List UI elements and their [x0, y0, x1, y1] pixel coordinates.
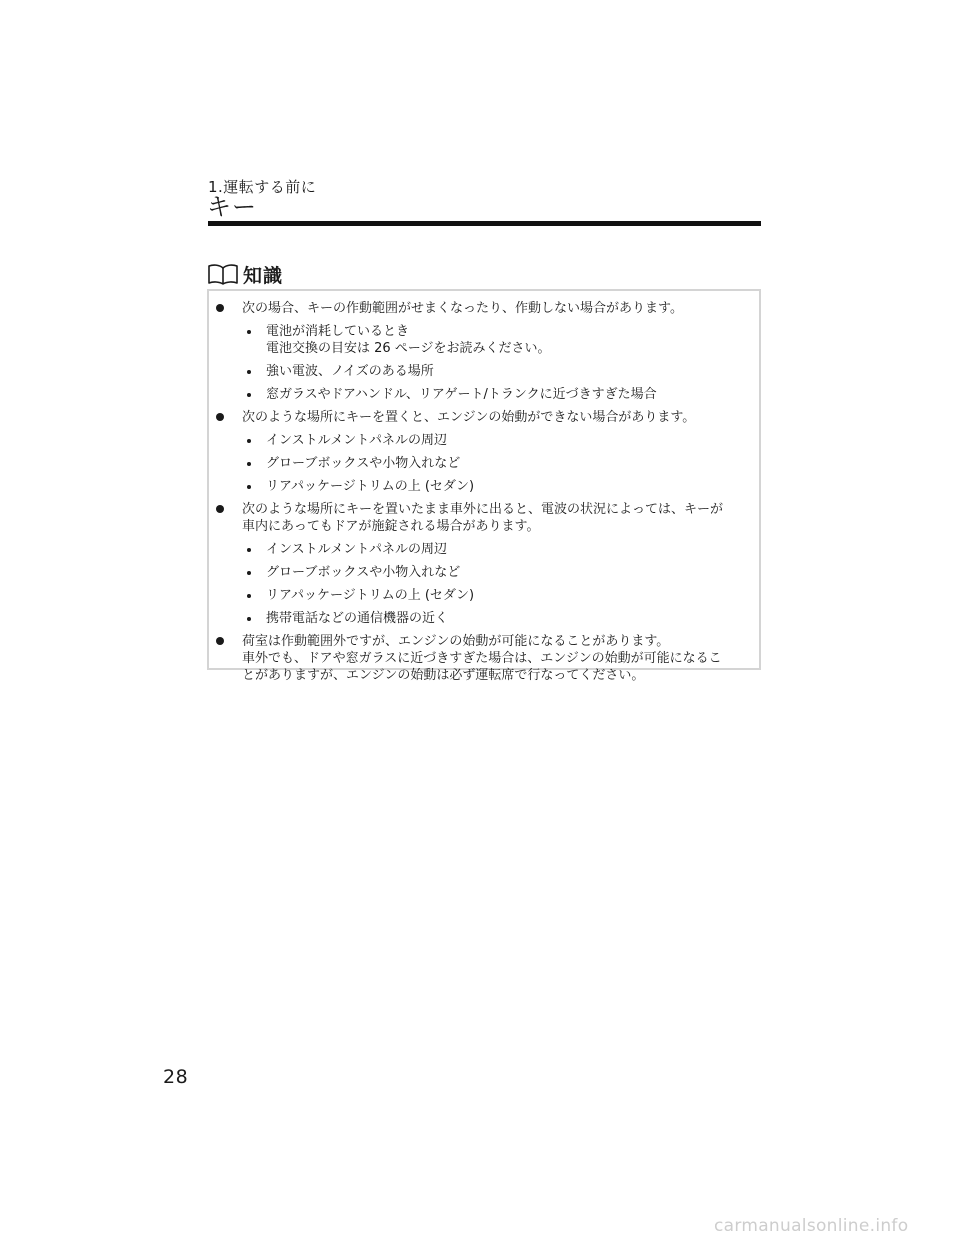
sub-bullet-item: [209, 363, 749, 380]
bullet-dot-icon: [216, 413, 224, 421]
sub-bullet-text: 携帯電話などの通信機器の近く: [266, 611, 449, 626]
sub-bullet-dot-icon: [247, 548, 251, 552]
bullet-text: 車外でも、ドアや窓ガラスに近づきすぎた場合は、エンジンの始動が可能になるこ: [242, 651, 722, 666]
bullet-item: [209, 409, 749, 426]
bullet-text: 荷室は作動範囲外ですが、エンジンの始動が可能になることがあります。: [242, 634, 670, 649]
sub-bullet-dot-icon: [247, 594, 251, 598]
bullet-dot-icon: [216, 505, 224, 513]
book-icon: [207, 263, 239, 285]
sub-bullet-item: [209, 386, 749, 403]
sub-bullet-text: リアパッケージトリムの上 (セダン): [266, 479, 475, 494]
sub-bullet-dot-icon: [247, 485, 251, 489]
sub-bullet-text: リアパッケージトリムの上 (セダン): [266, 588, 475, 603]
bullet-dot-icon: [216, 304, 224, 312]
sub-bullet-text: グローブボックスや小物入れなど: [266, 565, 461, 580]
bullet-dot-icon: [216, 637, 224, 645]
bullet-item: [209, 633, 749, 684]
sub-bullet-dot-icon: [247, 617, 251, 621]
sub-bullet-dot-icon: [247, 330, 251, 334]
watermark: carmanualsonline.info: [714, 1216, 909, 1236]
sub-bullet-item: [209, 323, 749, 357]
sub-bullet-item: [209, 587, 749, 604]
sub-bullet-text: インストルメントパネルの周辺: [266, 542, 447, 557]
bullet-text: 次のような場所にキーを置くと、エンジンの始動ができない場合があります。: [242, 410, 696, 425]
bullet-text: 次のような場所にキーを置いたまま車外に出ると、電波の状況によっては、キーが: [242, 502, 724, 517]
sub-bullet-text: 強い電波、ノイズのある場所: [266, 364, 434, 379]
knowledge-box: [207, 289, 761, 683]
sub-bullet-text: グローブボックスや小物入れなど: [266, 456, 461, 471]
sub-bullet-dot-icon: [247, 571, 251, 575]
sub-bullet-dot-icon: [247, 439, 251, 443]
bullet-item: [209, 501, 749, 535]
section-label: 1.運転する前に: [208, 178, 317, 196]
sub-bullet-text: 電池が消耗しているとき: [266, 324, 410, 339]
page-number: 28: [163, 1066, 189, 1088]
page-title: キー: [207, 193, 257, 221]
sub-bullet-text: 電池交換の目安は 26 ページをお読みください。: [266, 341, 551, 356]
bullet-text: 車内にあってもドアが施錠される場合があります。: [242, 519, 540, 534]
sub-bullet-item: [209, 478, 749, 495]
sub-bullet-item: [209, 610, 749, 627]
sub-bullet-dot-icon: [247, 370, 251, 374]
sub-bullet-text: インストルメントパネルの周辺: [266, 433, 447, 448]
sub-bullet-item: [209, 432, 749, 449]
sub-bullet-dot-icon: [247, 462, 251, 466]
bullet-item: [209, 300, 749, 317]
sub-bullet-dot-icon: [247, 393, 251, 397]
sub-bullet-item: [209, 564, 749, 581]
knowledge-title: 知識: [243, 264, 284, 287]
bullet-text: 次の場合、キーの作動範囲がせまくなったり、作動しない場合があります。: [242, 301, 683, 316]
sub-bullet-item: [209, 541, 749, 558]
bullet-text: とがありますが、エンジンの始動は必ず運転席で行なってください。: [242, 668, 645, 683]
sub-bullet-item: [209, 455, 749, 472]
knowledge-heading: [207, 262, 283, 286]
sub-bullet-text: 窓ガラスやドアハンドル、リアゲート/トランクに近づきすぎた場合: [266, 387, 657, 402]
title-rule: [208, 221, 761, 226]
